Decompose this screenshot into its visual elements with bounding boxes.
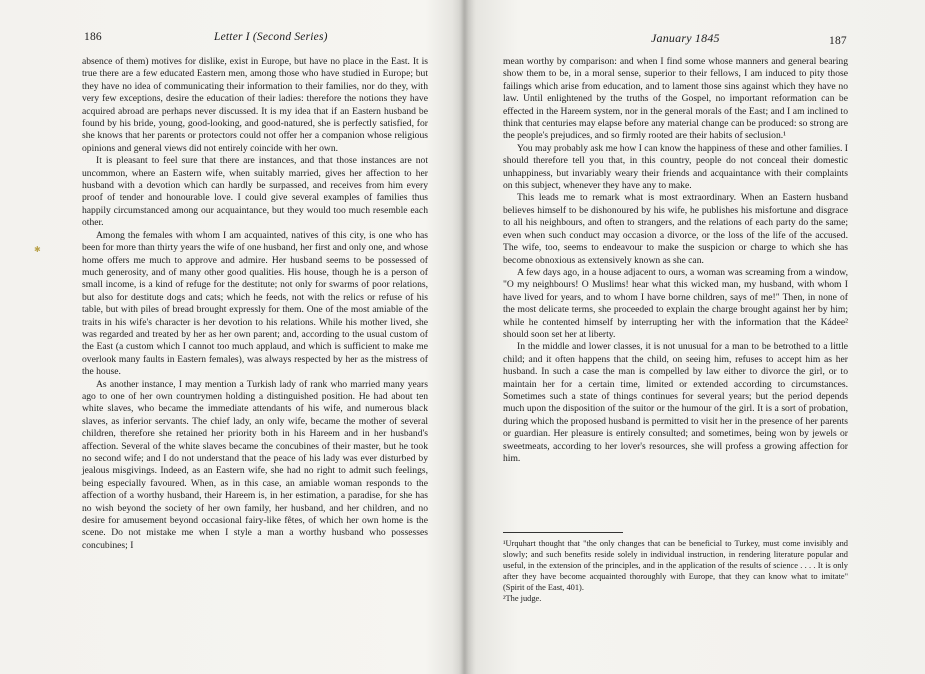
footnotes — [503, 538, 848, 604]
margin-ink-mark-icon: ✱ — [34, 245, 41, 254]
left-paragraph-4: As another instance, I may mention a Turkish lady of rank who married many years ago to one of her own countrymen holding a distinguished position. He had about ten white slaves, who became the immediate attendants of his wife, and numerous black slaves, as inferior servants. The chief lady, an only wife, became the mother of several children, therefore she retained her priority both in his Hareem and in her husband's affection. Several of the white slaves became the concubines of their master, but he took no second wife; and I do not understand that the peace of his lady was ever disturbed by jealous misgivings. Indeed, as an Eastern wife, she had no right to admit such feelings, being especially favoured. When, as in this case, an amiable woman responds to the affection of a worthy husband, their Hareem is, in her estimation, a paradise, for she has no wish beyond the society of her own family, her husband, and her children, and no desire for amusement beyond occasional fairy-like fêtes, of which her own home is the scene. Do not mistake me when I style a man a worthy husband who possesses concubines; I — [82, 378, 428, 551]
left-paragraph-1: absence of them) motives for dislike, exist in Europe, but have no place in the East. It is true there are a few educated Eastern men, among those who have studied in Europe; but they have no idea of communicating their information to their families, nor do they, with very few exceptions, desire the education of their ladies: therefore the notions they have acquired abroad are perhaps never discussed. It is my idea that if an Eastern husband be found by his bride, young, good-looking, and good-natured, she is perfectly satisfied, for she knows that her parents or protectors could not offer her a companion whose religious opinions and general views did not entirely coincide with her own. — [82, 56, 428, 154]
right-paragraph-5: In the middle and lower classes, it is not unusual for a man to be betrothed to a little child; and it often happens that the child, on seeing him, refuses to accept him as her husband. In such a case the man is compelled by law either to divorce the girl, or to maintain her for a certain time, limited or extended according to circumstances. Sometimes such a state of things continues for several years; but the period depends much upon the disposition of the suitor or the humour of the girl. It is a sort of probation, during which the proposed husband is permitted to visit her in the presence of her parents or guardian. Her pleasure is entirely consulted; and sometimes, being won by jewels or sweetmeats, according to her lover's resources, she will profess a growing affection for him. — [503, 341, 848, 464]
footnote-divider — [503, 532, 623, 533]
right-paragraph-1: mean worthy by comparison: and when I find some whose manners and general bearing show them to be, in a moral sense, superior to their fellows, I am induced to pity those failings which arise from education, and to lament those sins against which they have no law. Until enlightened by the truths of the Gospel, no important reformation can be effected in the Hareem system, nor in the general morals of the East; and I am inclined to think that centuries may elapse before any material change can be produced: so strong are the people's prejudices, and so firmly rooted are their habits of seclusion.¹ — [503, 56, 848, 142]
left-paragraph-2: It is pleasant to feel sure that there are instances, and that those instances are not uncommon, where an Eastern wife, when suitably married, gives her affection to her husband with a devotion which can hardly be surpassed, and receives from him every proof of tender and honourable love. I could give several examples of families thus happily circumstanced among our acquaintance, but they would too much resemble each other. — [82, 155, 428, 229]
right-paragraph-2: You may probably ask me how I can know the happiness of these and other families. I should therefore tell you that, in this country, people do not conceal their domestic unhappiness, but invariably weary their friends and acquaintance with their complaints on this subject, whenever they have any to make. — [503, 142, 848, 192]
left-paragraph-3: Among the females with whom I am acquainted, natives of this city, is one who has been for more than thirty years the wife of one husband, her first and only one, and whose home offers me much to approve and admire. Her husband seems to be possessed of much generosity, and of many other good qualities. His house, though he is a person of small income, is a kind of refuge for the destitute; not only for swarms of poor relations, but also for destitute dogs and cats; which he feeds, not with the relics or refuse of his table, but with piles of bread brought expressly for them. One of the most amiable of the traits in his wife's character is her devotion to his relations. While his mother lived, she was regarded and treated by her as her own parent; and, according to the usual custom of the East (a custom which I cannot too much applaud, and which is sufficient to make me overlook many faults in Eastern females), was always respected by her as the mistress of the house. — [82, 229, 428, 378]
right-body-text — [503, 56, 848, 465]
footnote-2: ²The judge. — [503, 594, 542, 603]
right-paragraph-3: This leads me to remark what is most extraordinary. When an Eastern husband believes himself to be dishonoured by his wife, he publishes his misfortune and disgrace to all his neighbours, and often to strangers, and the relations of each party do the same; even when such conduct may occasion a divorce, or the loss of the life of the accused. The wife, too, seems to endeavour to make the suspicion or charge to which she has become obnoxious as extensively known as she can. — [503, 192, 848, 266]
left-page-number: 186 — [84, 31, 102, 43]
right-running-title: January 1845 — [651, 31, 720, 45]
right-paragraph-4: A few days ago, in a house adjacent to ours, a woman was screaming from a window, "O my neighbours! O Muslims! hear what this wicked man, my husband, with whom I have lived for years, and to whom I have borne children, says of me!" Then, in none of the most delicate terms, she proceeded to explain the charge brought against her by him; while he contented himself by interrupting her with the information that the Kádee² should soon set her at liberty. — [503, 266, 848, 340]
footnote-1: ¹Urquhart thought that "the only changes that can be beneficial to Turkey, must come invisibly and slowly; and such benefits reside solely in individual instruction, in rendering literature popular and useful, in the extension of the principles, and in the application of the results of science . . . . It is only after they have become acquainted thoroughly with Europe, that they can know what to imitate" (Spirit of the East, 401). — [503, 539, 848, 592]
right-page-number: 187 — [829, 35, 847, 47]
left-running-title: Letter I (Second Series) — [214, 31, 328, 43]
left-body-text — [82, 56, 428, 552]
left-page — [0, 0, 462, 674]
right-page — [463, 0, 925, 674]
